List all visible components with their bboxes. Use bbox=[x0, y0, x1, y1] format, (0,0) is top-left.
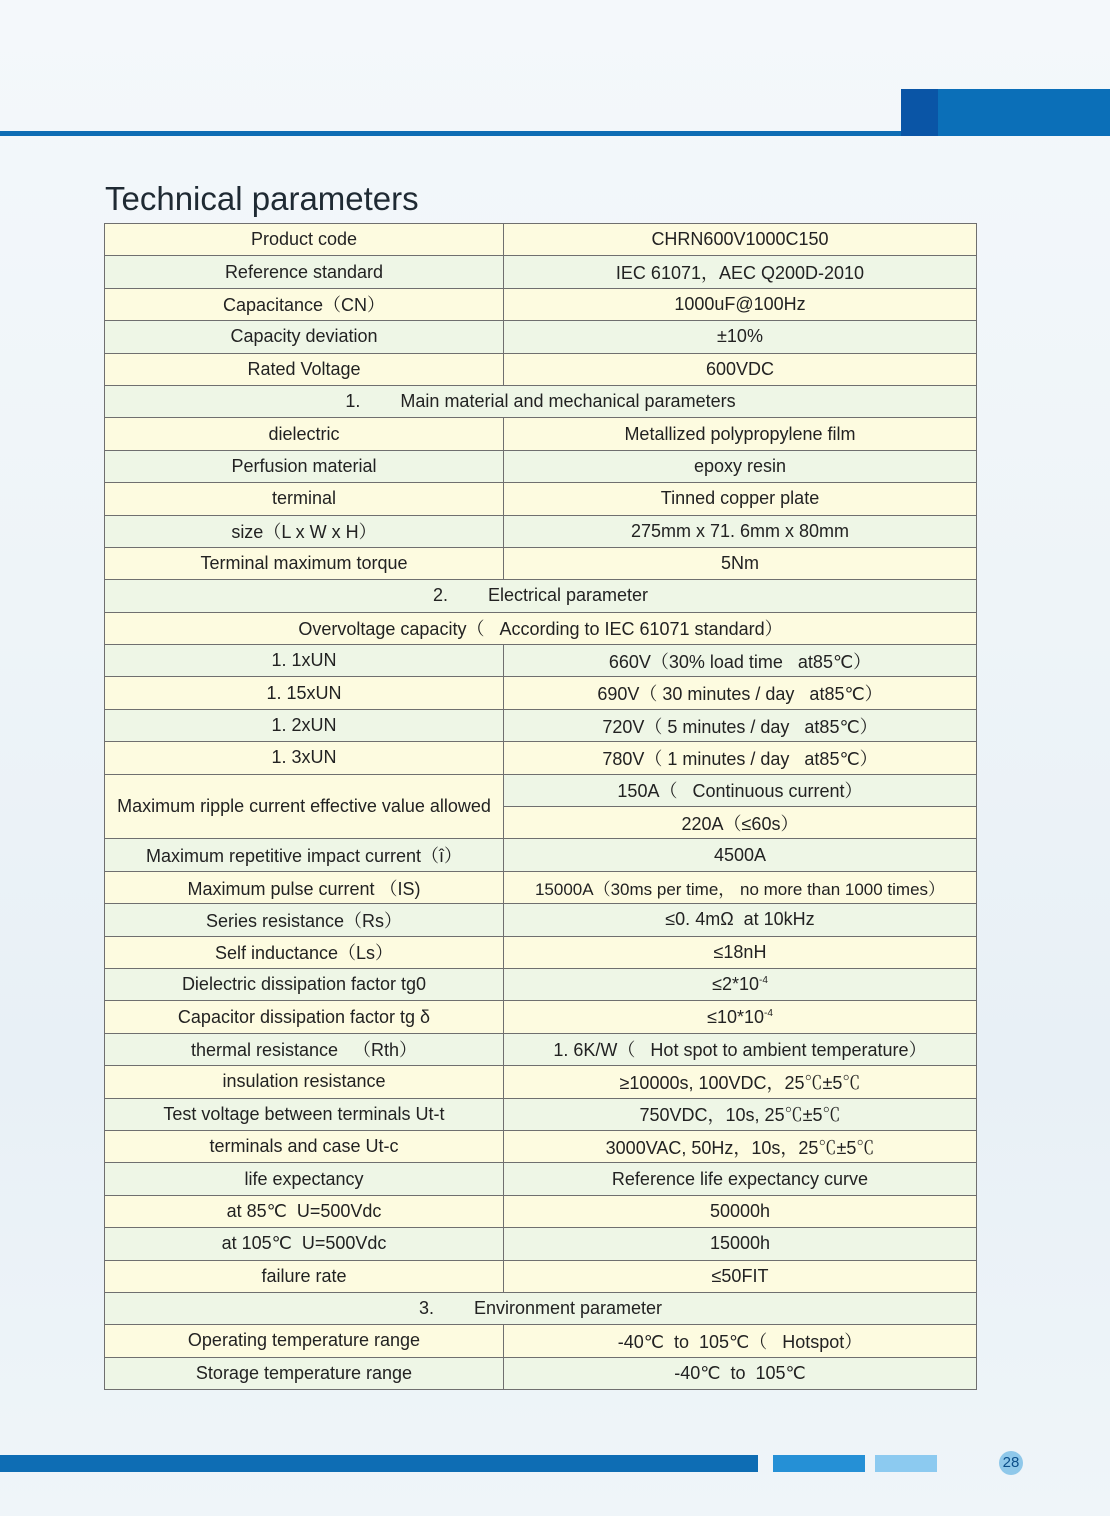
param-value: ≤50FIT bbox=[504, 1260, 977, 1292]
param-label: terminals and case Ut-c bbox=[105, 1130, 504, 1162]
param-label: Maximum repetitive impact current（î） bbox=[105, 839, 504, 871]
value-exponent: -4 bbox=[764, 1007, 773, 1019]
param-value: 150A（ Continuous current） bbox=[504, 774, 977, 806]
section-row bbox=[105, 1292, 977, 1324]
param-value: 750VDC，10s, 25℃±5℃ bbox=[504, 1098, 977, 1130]
table-row bbox=[105, 450, 977, 482]
param-label: 1. 3xUN bbox=[105, 742, 504, 774]
table-row bbox=[105, 709, 977, 741]
param-label: Capacitance（CN） bbox=[105, 288, 504, 320]
section-heading: 3. Environment parameter bbox=[105, 1292, 977, 1324]
param-label: size（L x W x H） bbox=[105, 515, 504, 547]
param-value: 5Nm bbox=[504, 547, 977, 579]
param-value: -40℃ to 105℃ bbox=[504, 1357, 977, 1389]
param-value: -40℃ to 105℃（ Hotspot） bbox=[504, 1325, 977, 1357]
param-label: 1. 2xUN bbox=[105, 709, 504, 741]
value-exponent: -4 bbox=[759, 975, 768, 987]
param-label: at 85℃ U=500Vdc bbox=[105, 1195, 504, 1227]
param-label: dielectric bbox=[105, 418, 504, 450]
param-label: Dielectric dissipation factor tg0 bbox=[105, 968, 504, 1000]
param-value: CHRN600V1000C150 bbox=[504, 224, 977, 256]
param-value: 275mm x 71. 6mm x 80mm bbox=[504, 515, 977, 547]
table-row bbox=[105, 839, 977, 871]
param-value: 720V（ 5 minutes / day at85℃） bbox=[504, 709, 977, 741]
param-label: Capacity deviation bbox=[105, 321, 504, 353]
table-row bbox=[105, 1066, 977, 1098]
table-row bbox=[105, 256, 977, 288]
section-row bbox=[105, 580, 977, 612]
param-label: Test voltage between terminals Ut-t bbox=[105, 1098, 504, 1130]
param-value: Tinned copper plate bbox=[504, 483, 977, 515]
param-label: Terminal maximum torque bbox=[105, 547, 504, 579]
param-label: Perfusion material bbox=[105, 450, 504, 482]
table-row bbox=[105, 677, 977, 709]
param-value: ≤18nH bbox=[504, 936, 977, 968]
param-value: Reference life expectancy curve bbox=[504, 1163, 977, 1195]
table-row bbox=[105, 1228, 977, 1260]
param-label: terminal bbox=[105, 483, 504, 515]
footer-bar-light bbox=[875, 1455, 937, 1472]
table-row bbox=[105, 1001, 977, 1033]
table-row bbox=[105, 418, 977, 450]
param-label: Reference standard bbox=[105, 256, 504, 288]
param-label: Series resistance（Rs） bbox=[105, 904, 504, 936]
table-row bbox=[105, 1260, 977, 1292]
param-value: 600VDC bbox=[504, 353, 977, 385]
technical-parameters-table bbox=[104, 223, 977, 1390]
footer-bar bbox=[0, 1455, 758, 1472]
table-row bbox=[105, 1033, 977, 1065]
param-label: insulation resistance bbox=[105, 1066, 504, 1098]
param-label: 1. 1xUN bbox=[105, 645, 504, 677]
param-value: 15000h bbox=[504, 1228, 977, 1260]
table-row bbox=[105, 224, 977, 256]
header-accent-block-dark bbox=[901, 89, 938, 136]
param-value: 50000h bbox=[504, 1195, 977, 1227]
table-row bbox=[105, 742, 977, 774]
param-value: 1. 6K/W（ Hot spot to ambient temperature） bbox=[504, 1033, 977, 1065]
param-label: Capacitor dissipation factor tg δ bbox=[105, 1001, 504, 1033]
param-value: 1000uF@100Hz bbox=[504, 288, 977, 320]
section-heading: 2. Electrical parameter bbox=[105, 580, 977, 612]
table-row bbox=[105, 645, 977, 677]
param-value: 780V（ 1 minutes / day at85℃） bbox=[504, 742, 977, 774]
page-number: 28 bbox=[999, 1451, 1023, 1475]
table-row bbox=[105, 1195, 977, 1227]
param-label: Maximum pulse current （IS) bbox=[105, 871, 504, 903]
param-label: 1. 15xUN bbox=[105, 677, 504, 709]
table-row bbox=[105, 1098, 977, 1130]
table-row bbox=[105, 936, 977, 968]
page-title: Technical parameters bbox=[105, 180, 419, 217]
header-rule bbox=[0, 131, 902, 136]
param-label: life expectancy bbox=[105, 1163, 504, 1195]
param-label: Rated Voltage bbox=[105, 353, 504, 385]
param-value: Metallized polypropylene film bbox=[504, 418, 977, 450]
value-base: ≤2*10 bbox=[712, 974, 759, 995]
footer-bar-accent bbox=[773, 1455, 865, 1472]
param-value: 220A（≤60s） bbox=[504, 807, 977, 839]
param-value: 3000VAC, 50Hz，10s，25℃±5℃ bbox=[504, 1130, 977, 1162]
subsection-heading: Overvoltage capacity（ According to IEC 61071 standard） bbox=[105, 612, 977, 644]
param-label: failure rate bbox=[105, 1260, 504, 1292]
param-value: epoxy resin bbox=[504, 450, 977, 482]
table-row bbox=[105, 288, 977, 320]
table-row bbox=[105, 1325, 977, 1357]
param-value: ±10% bbox=[504, 321, 977, 353]
param-value: IEC 61071，AEC Q200D-2010 bbox=[504, 256, 977, 288]
section-row bbox=[105, 612, 977, 644]
table-row bbox=[105, 547, 977, 579]
param-label: Product code bbox=[105, 224, 504, 256]
param-label: at 105℃ U=500Vdc bbox=[105, 1228, 504, 1260]
table-row bbox=[105, 353, 977, 385]
table-row bbox=[105, 515, 977, 547]
table-row bbox=[105, 1357, 977, 1389]
table-row bbox=[105, 871, 977, 903]
param-label: Operating temperature range bbox=[105, 1325, 504, 1357]
param-label: thermal resistance （Rth） bbox=[105, 1033, 504, 1065]
param-value: 15000A（30ms per time， no more than 1000 times） bbox=[504, 871, 977, 903]
value-base: ≤10*10 bbox=[707, 1006, 765, 1027]
table-row bbox=[105, 1130, 977, 1162]
param-value bbox=[504, 1001, 977, 1033]
param-value: ≥10000s, 100VDC，25℃±5℃ bbox=[504, 1066, 977, 1098]
section-row bbox=[105, 385, 977, 417]
param-value: 660V（30% load time at85℃） bbox=[504, 645, 977, 677]
header-accent-block bbox=[938, 89, 1110, 136]
table-row bbox=[105, 483, 977, 515]
param-value: 4500A bbox=[504, 839, 977, 871]
table-row bbox=[105, 904, 977, 936]
param-label: Storage temperature range bbox=[105, 1357, 504, 1389]
table-row bbox=[105, 321, 977, 353]
table-row bbox=[105, 774, 977, 806]
section-heading: 1. Main material and mechanical parameters bbox=[105, 385, 977, 417]
param-label: Maximum ripple current effective value allowed bbox=[105, 774, 504, 839]
table-row bbox=[105, 1163, 977, 1195]
param-label: Self inductance（Ls） bbox=[105, 936, 504, 968]
param-value: 690V（ 30 minutes / day at85℃） bbox=[504, 677, 977, 709]
param-value bbox=[504, 968, 977, 1000]
param-value: ≤0. 4mΩ at 10kHz bbox=[504, 904, 977, 936]
table-row bbox=[105, 968, 977, 1000]
